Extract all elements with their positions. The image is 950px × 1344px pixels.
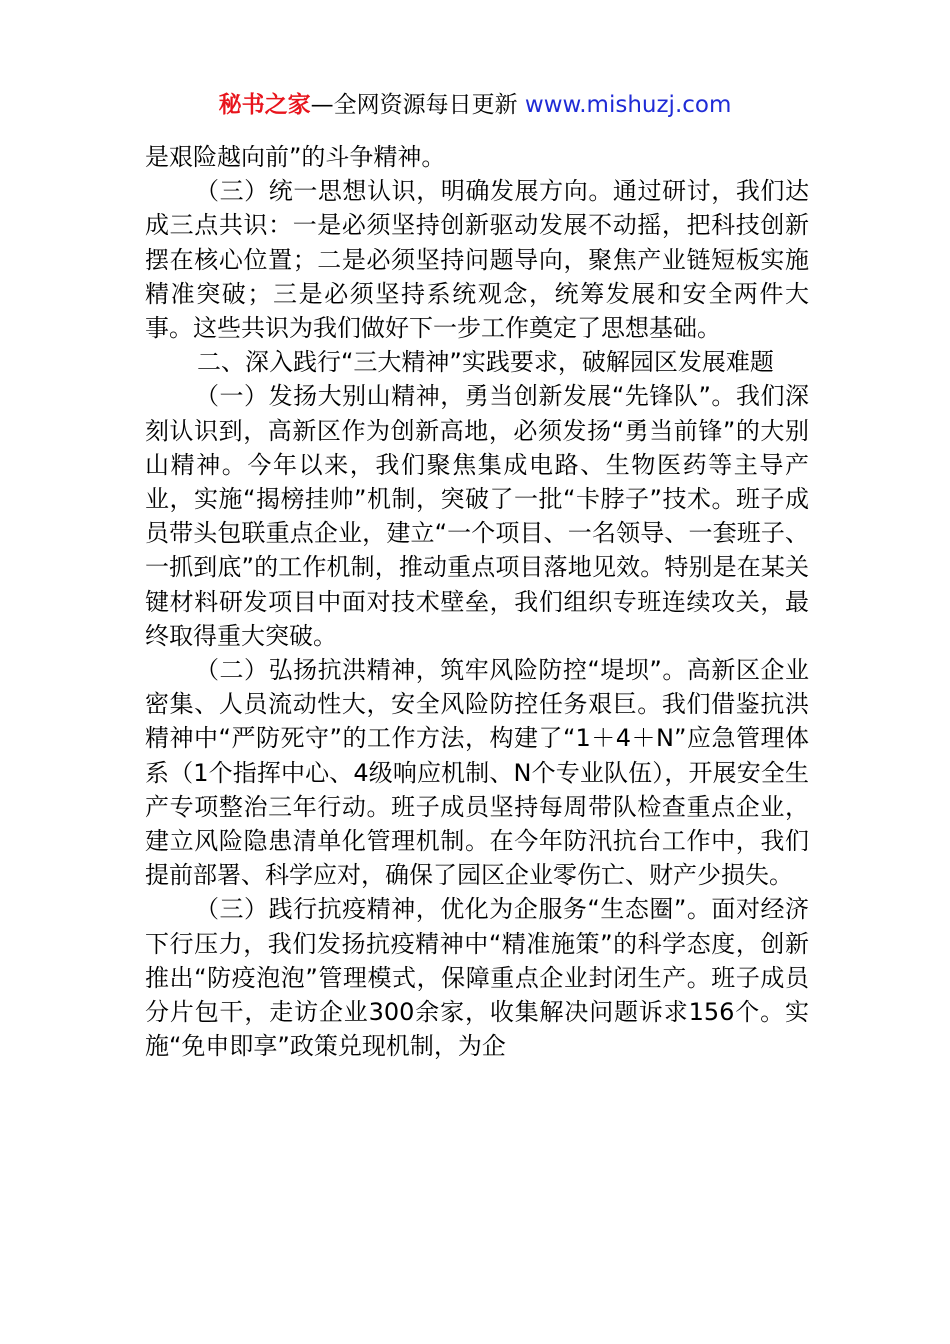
paragraph-continuation: 是艰险越向前”的斗争精神。: [145, 143, 446, 171]
document-body: [145, 140, 809, 1063]
page-header: [0, 88, 950, 122]
paragraph-epidemic-spirit: （三）践行抗疫精神，优化为企服务“生态圈”。面对经济下行压力，我们发扬抗疫精神中“精准施策”的科学态度，创新推出“防疫泡泡”管理模式，保障重点企业封闭生产。班子成员分片包干，走访企业300余家，收集解决问题诉求156个。实施“免申即享”政策兑现机制，为企: [145, 895, 809, 1061]
site-slogan: —全网资源每日更新: [310, 92, 525, 118]
site-brand: 秘书之家: [218, 92, 311, 118]
paragraph-flood-spirit: （二）弘扬抗洪精神，筑牢风险防控“堤坝”。高新区企业密集、人员流动性大，安全风险防控任务艰巨。我们借鉴抗洪精神中“严防死守”的工作方法，构建了“1＋4＋N”应急管理体系（1个指挥中心、4级响应机制、N个专业队伍），开展安全生产专项整治三年行动。班子成员坚持每周带队检查重点企业，建立风险隐患清单化管理机制。在今年防汛抗台工作中，我们提前部署、科学应对，确保了园区企业零伤亡、财产少损失。: [145, 656, 809, 890]
paragraph-consensus: （三）统一思想认识，明确发展方向。通过研讨，我们达成三点共识：一是必须坚持创新驱动发展不动摇，把科技创新摆在核心位置；二是必须坚持问题导向，聚焦产业链短板实施精准突破；三是必须坚持系统观念，统筹发展和安全两件大事。这些共识为我们做好下一步工作奠定了思想基础。: [145, 177, 809, 343]
paragraph-dabie-spirit: （一）发扬大别山精神，勇当创新发展“先锋队”。我们深刻认识到，高新区作为创新高地，必须发扬“勇当前锋”的大别山精神。今年以来，我们聚焦集成电路、生物医药等主导产业，实施“揭榜挂帅”机制，突破了一批“卡脖子”技术。班子成员带头包联重点企业，建立“一个项目、一名领导、一套班子、一抓到底”的工作机制，推动重点项目落地见效。特别是在某关键材料研发项目中面对技术壁垒，我们组织专班连续攻关，最终取得重大突破。: [145, 382, 809, 650]
site-url-link[interactable]: www.mishuzj.com: [524, 92, 732, 118]
section-heading: 二、深入践行“三大精神”实践要求，破解园区发展难题: [197, 348, 774, 377]
